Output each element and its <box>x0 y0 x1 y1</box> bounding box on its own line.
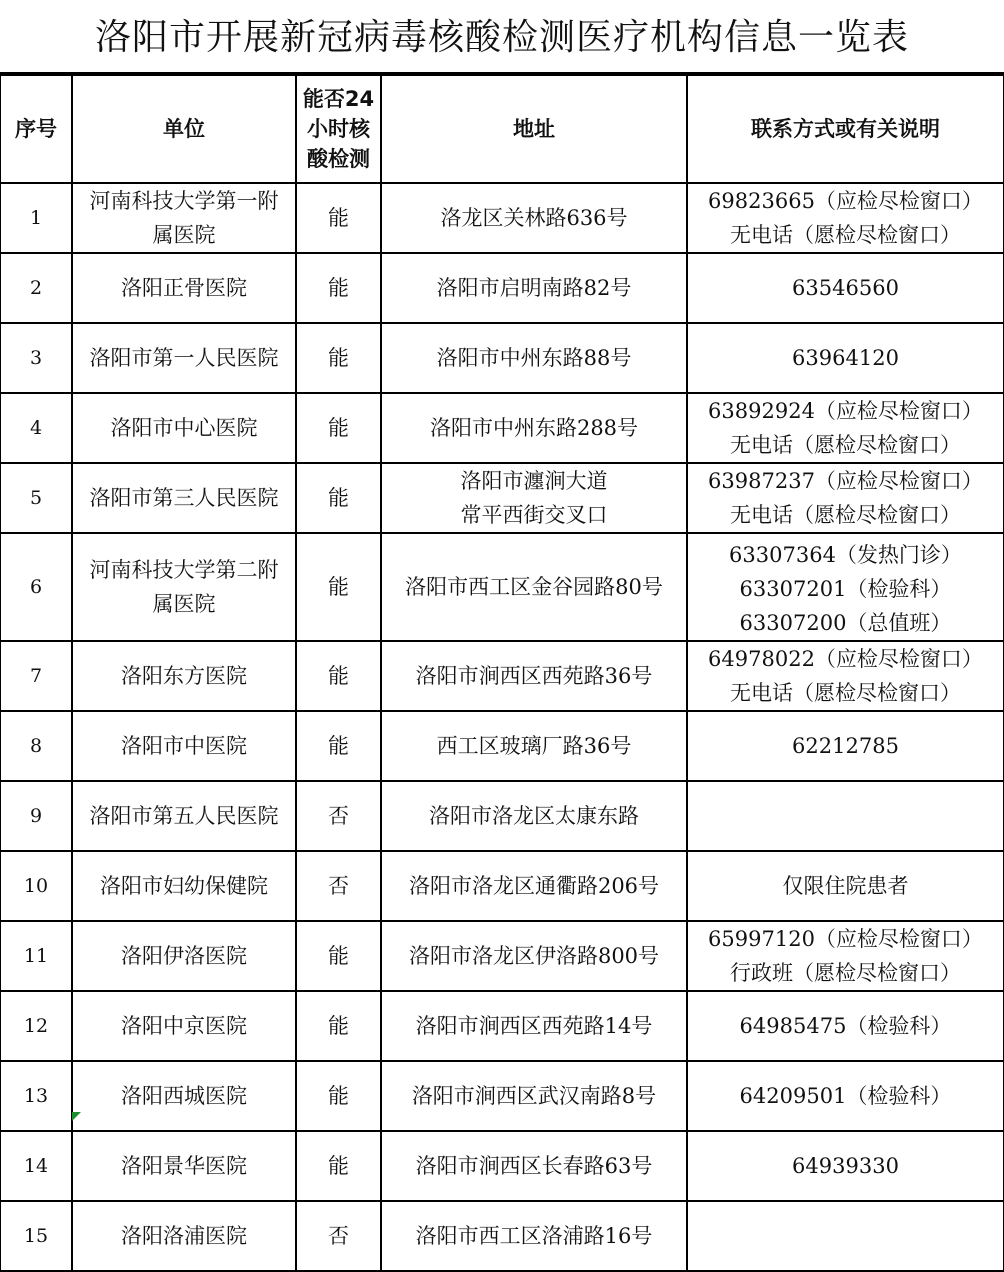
cell-index[interactable]: 13 <box>0 1061 72 1131</box>
cell-contact[interactable] <box>687 1201 1004 1271</box>
cell-can24[interactable]: 能 <box>296 393 381 463</box>
table-title: 洛阳市开展新冠病毒核酸检测医疗机构信息一览表 <box>0 0 1004 74</box>
cell-can24[interactable]: 能 <box>296 1131 381 1201</box>
cell-contact[interactable] <box>687 533 1004 641</box>
cell-can24[interactable]: 能 <box>296 323 381 393</box>
unit-line: 属医院 <box>152 592 216 616</box>
contact-line: 行政班（愿检尽检窗口） <box>730 961 961 985</box>
cell-contact[interactable] <box>687 851 1004 921</box>
cell-can24[interactable]: 能 <box>296 641 381 711</box>
unit-line: 洛阳中京医院 <box>121 1014 247 1038</box>
unit-line: 洛阳市第一人民医院 <box>89 346 279 370</box>
address-line: 洛阳市涧西区西苑路14号 <box>415 1014 653 1038</box>
cell-unit[interactable] <box>72 1131 296 1201</box>
contact-line: 无电话（愿检尽检窗口） <box>730 503 961 527</box>
contact-line: 65997120（应检尽检窗口） <box>708 927 983 951</box>
cell-unit[interactable] <box>72 183 296 253</box>
address-line: 洛阳市涧西区长春路63号 <box>415 1154 653 1178</box>
cell-address[interactable] <box>381 851 687 921</box>
address-line: 洛阳市启明南路82号 <box>436 276 632 300</box>
cell-address[interactable] <box>381 641 687 711</box>
cell-index[interactable]: 14 <box>0 1131 72 1201</box>
cell-index[interactable]: 1 <box>0 183 72 253</box>
cell-unit[interactable] <box>72 323 296 393</box>
cell-unit[interactable] <box>72 393 296 463</box>
cell-address[interactable] <box>381 533 687 641</box>
cell-contact[interactable] <box>687 921 1004 991</box>
cell-address[interactable] <box>381 253 687 323</box>
unit-line: 洛阳正骨医院 <box>121 276 247 300</box>
cell-index[interactable]: 11 <box>0 921 72 991</box>
cell-address[interactable] <box>381 393 687 463</box>
address-line: 洛阳市瀍涧大道 <box>460 469 608 493</box>
table-row <box>0 253 1004 323</box>
cell-index[interactable]: 12 <box>0 991 72 1061</box>
cell-address[interactable] <box>381 1131 687 1201</box>
contact-line: 无电话（愿检尽检窗口） <box>730 433 961 457</box>
unit-line: 河南科技大学第一附 <box>89 189 279 213</box>
table-row <box>0 533 1004 641</box>
table-row <box>0 641 1004 711</box>
cell-contact[interactable] <box>687 253 1004 323</box>
cell-unit[interactable] <box>72 641 296 711</box>
header-contact: 联系方式或有关说明 <box>687 75 1004 183</box>
cell-can24[interactable]: 否 <box>296 851 381 921</box>
address-line: 洛阳市洛龙区太康东路 <box>429 804 639 828</box>
header-can24: 能否24 小时核 酸检测 <box>296 75 381 183</box>
cell-address[interactable] <box>381 921 687 991</box>
cell-can24[interactable]: 能 <box>296 1061 381 1131</box>
cell-index[interactable]: 9 <box>0 781 72 851</box>
cell-index[interactable]: 5 <box>0 463 72 533</box>
table-row <box>0 1201 1004 1271</box>
cell-contact[interactable] <box>687 781 1004 851</box>
address-line: 洛阳市涧西区武汉南路8号 <box>411 1084 657 1108</box>
cell-address[interactable] <box>381 711 687 781</box>
contact-line: 63546560 <box>792 276 899 300</box>
address-line: 洛阳市中州东路88号 <box>436 346 632 370</box>
contact-line: 无电话（愿检尽检窗口） <box>730 223 961 247</box>
cell-index[interactable]: 2 <box>0 253 72 323</box>
table-row <box>0 393 1004 463</box>
unit-line: 洛阳洛浦医院 <box>121 1224 247 1248</box>
cell-address[interactable] <box>381 781 687 851</box>
unit-line: 洛阳东方医院 <box>121 664 247 688</box>
address-line: 洛龙区关林路636号 <box>440 206 628 230</box>
unit-line: 洛阳市妇幼保健院 <box>100 874 268 898</box>
contact-line: 63307200（总值班） <box>739 611 952 635</box>
cell-comment-marker <box>72 1112 81 1121</box>
cell-index[interactable]: 6 <box>0 533 72 641</box>
cell-index[interactable]: 8 <box>0 711 72 781</box>
cell-contact[interactable] <box>687 183 1004 253</box>
unit-line: 洛阳西城医院 <box>121 1084 247 1108</box>
cell-address[interactable] <box>381 323 687 393</box>
cell-unit[interactable] <box>72 921 296 991</box>
contact-line: 63307364（发热门诊） <box>729 543 962 567</box>
contact-line: 仅限住院患者 <box>782 874 909 898</box>
cell-can24[interactable]: 否 <box>296 781 381 851</box>
cell-can24[interactable]: 能 <box>296 991 381 1061</box>
contact-line: 62212785 <box>792 734 899 758</box>
cell-address[interactable] <box>381 1201 687 1271</box>
header-index: 序号 <box>0 75 72 183</box>
unit-line: 洛阳市中心医院 <box>110 416 258 440</box>
contact-line: 63892924（应检尽检窗口） <box>708 399 983 423</box>
table-row <box>0 921 1004 991</box>
cell-contact[interactable] <box>687 393 1004 463</box>
contact-line: 63987237（应检尽检窗口） <box>708 469 983 493</box>
cell-address[interactable] <box>381 183 687 253</box>
table-row <box>0 1131 1004 1201</box>
unit-line: 洛阳景华医院 <box>121 1154 247 1178</box>
unit-line: 洛阳市第三人民医院 <box>89 486 279 510</box>
contact-line: 63964120 <box>792 346 899 370</box>
contact-line: 64985475（检验科） <box>739 1014 952 1038</box>
cell-index[interactable]: 7 <box>0 641 72 711</box>
unit-line: 洛阳市第五人民医院 <box>89 804 279 828</box>
address-line: 洛阳市西工区金谷园路80号 <box>405 575 663 599</box>
table-row <box>0 463 1004 533</box>
cell-index[interactable]: 10 <box>0 851 72 921</box>
hospital-table <box>0 74 1004 1272</box>
table-row <box>0 323 1004 393</box>
cell-can24[interactable]: 能 <box>296 711 381 781</box>
cell-unit[interactable] <box>72 1061 296 1131</box>
cell-contact[interactable] <box>687 463 1004 533</box>
address-line: 洛阳市洛龙区伊洛路800号 <box>408 944 660 968</box>
cell-contact[interactable] <box>687 991 1004 1061</box>
cell-can24[interactable]: 能 <box>296 463 381 533</box>
table-row <box>0 991 1004 1061</box>
cell-contact[interactable] <box>687 1061 1004 1131</box>
address-line: 西工区玻璃厂路36号 <box>436 734 632 758</box>
cell-can24[interactable]: 能 <box>296 253 381 323</box>
unit-line: 洛阳伊洛医院 <box>121 944 247 968</box>
unit-line: 洛阳市中医院 <box>121 734 247 758</box>
cell-unit[interactable] <box>72 533 296 641</box>
cell-can24[interactable]: 否 <box>296 1201 381 1271</box>
address-line: 洛阳市洛龙区通衢路206号 <box>408 874 660 898</box>
cell-unit[interactable] <box>72 991 296 1061</box>
cell-address[interactable] <box>381 991 687 1061</box>
unit-line: 河南科技大学第二附 <box>89 558 279 582</box>
contact-line: 64939330 <box>792 1154 899 1178</box>
table-row <box>0 781 1004 851</box>
table-row <box>0 1061 1004 1131</box>
address-line: 洛阳市西工区洛浦路16号 <box>415 1224 653 1248</box>
cell-can24[interactable]: 能 <box>296 183 381 253</box>
contact-line: 63307201（检验科） <box>739 577 952 601</box>
cell-contact[interactable] <box>687 711 1004 781</box>
cell-unit[interactable] <box>72 1201 296 1271</box>
cell-unit[interactable] <box>72 851 296 921</box>
cell-address[interactable] <box>381 1061 687 1131</box>
cell-contact[interactable] <box>687 323 1004 393</box>
table-row <box>0 183 1004 253</box>
cell-unit[interactable] <box>72 463 296 533</box>
cell-contact[interactable] <box>687 1131 1004 1201</box>
cell-contact[interactable] <box>687 641 1004 711</box>
cell-unit[interactable] <box>72 781 296 851</box>
cell-address[interactable] <box>381 463 687 533</box>
cell-index[interactable]: 15 <box>0 1201 72 1271</box>
cell-can24[interactable]: 能 <box>296 533 381 641</box>
header-address: 地址 <box>381 75 687 183</box>
contact-line: 64978022（应检尽检窗口） <box>708 647 983 671</box>
cell-index[interactable]: 4 <box>0 393 72 463</box>
table-row <box>0 711 1004 781</box>
contact-line: 64209501（检验科） <box>739 1084 952 1108</box>
cell-can24[interactable]: 能 <box>296 921 381 991</box>
address-line: 洛阳市中州东路288号 <box>429 416 639 440</box>
cell-index[interactable]: 3 <box>0 323 72 393</box>
cell-unit[interactable] <box>72 253 296 323</box>
header-unit: 单位 <box>72 75 296 183</box>
cell-unit[interactable] <box>72 711 296 781</box>
address-line: 常平西街交叉口 <box>460 503 608 527</box>
table-row <box>0 851 1004 921</box>
unit-line: 属医院 <box>152 223 216 247</box>
contact-line: 无电话（愿检尽检窗口） <box>730 681 961 705</box>
contact-line: 69823665（应检尽检窗口） <box>708 189 983 213</box>
header-row <box>0 75 1004 183</box>
address-line: 洛阳市涧西区西苑路36号 <box>415 664 653 688</box>
